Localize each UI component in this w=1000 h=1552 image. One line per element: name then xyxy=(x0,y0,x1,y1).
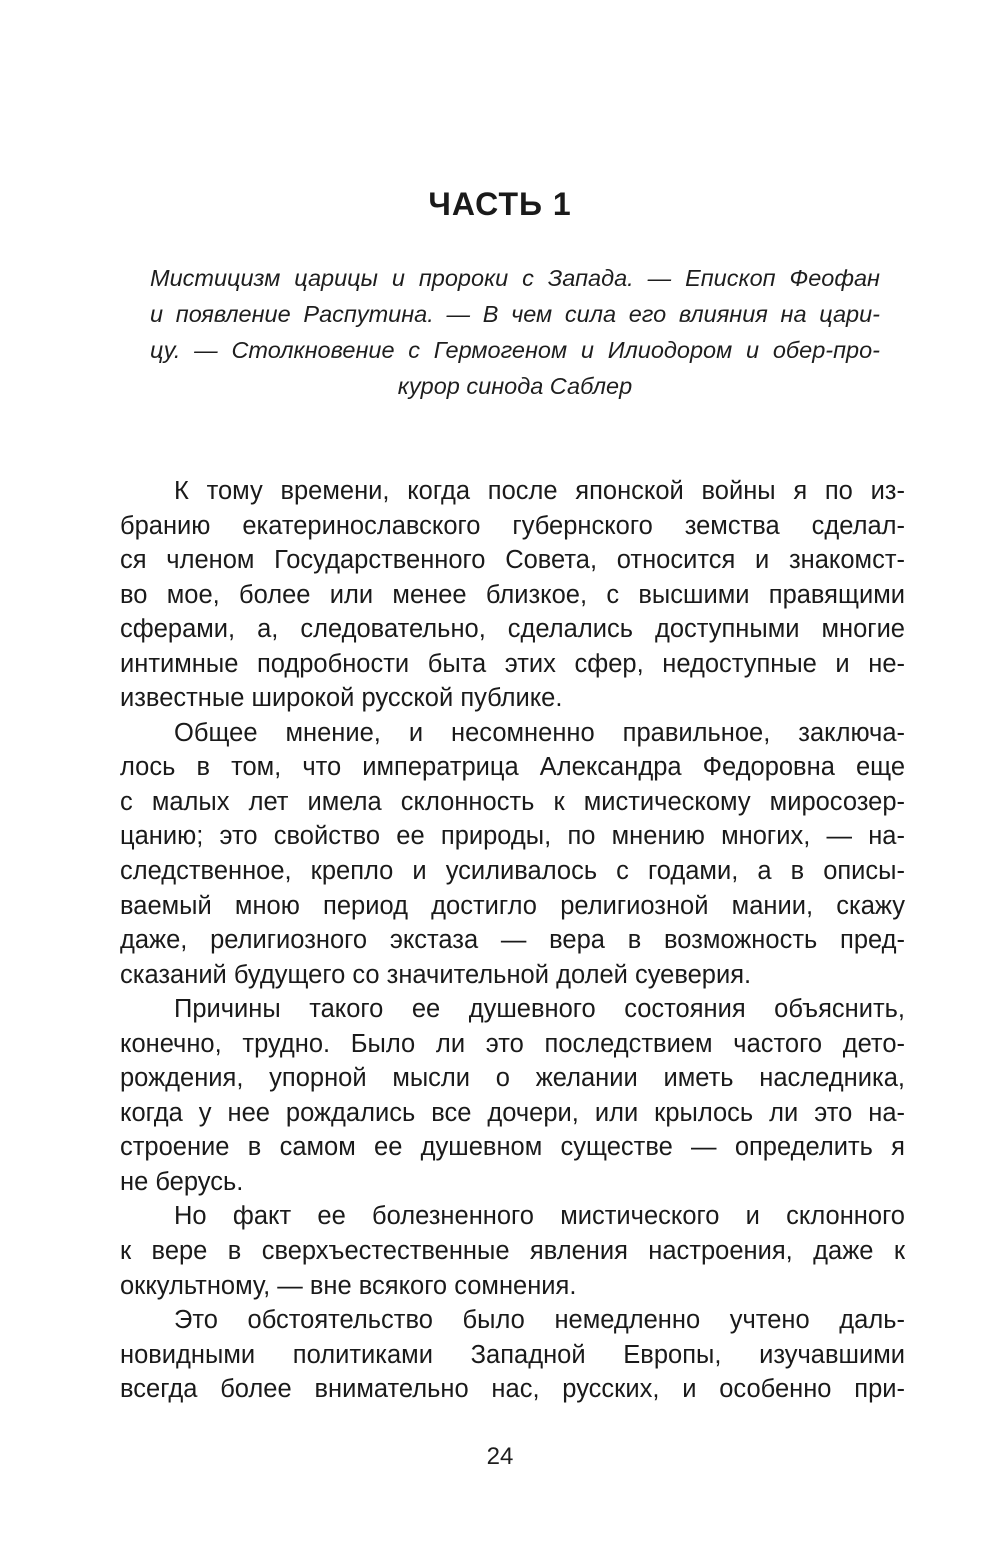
page-number: 24 xyxy=(486,1443,514,1470)
chapter-title: ЧАСТЬ 1 xyxy=(428,186,572,222)
text-line: интимные подробности быта этих сфер, недоступные и не- xyxy=(120,649,905,678)
chapter-summary xyxy=(150,260,880,404)
text-line: рождения, упорной мысли о желании иметь наследника, xyxy=(120,1064,905,1093)
text-line: когда у нее рождались все дочери, или крылось ли это на- xyxy=(120,1098,905,1127)
text-line: строение в самом ее душевном существе — определить я xyxy=(120,1133,905,1162)
text-line: оккультному, — вне всякого сомнения. xyxy=(120,1271,577,1300)
text-line: не берусь. xyxy=(120,1167,244,1196)
text-line: Причины такого ее душевного состояния объяснить, xyxy=(174,995,905,1024)
summary-line: курор синода Саблер xyxy=(397,373,633,399)
summary-line: Мистицизм царицы и пророки с Запада. — Епископ Феофан xyxy=(150,265,880,291)
text-line: лось в том, что императрица Александра Федоровна еще xyxy=(120,753,905,782)
text-line: Общее мнение, и несомненно правильное, заключа- xyxy=(174,718,905,747)
text-line: к вере в сверхъестественные явления настроения, даже к xyxy=(120,1237,905,1266)
text-line: К тому времени, когда после японской войны я по из- xyxy=(174,477,905,505)
text-line: бранию екатеринославского губернского земства сделал- xyxy=(120,511,905,540)
text-line: следственное, крепло и усиливалось с годами, а в описы- xyxy=(120,857,905,886)
text-line: сферами, а, следовательно, сделались доступными многие xyxy=(120,615,905,644)
text-line: Но факт ее болезненного мистического и склонного xyxy=(174,1202,905,1231)
text-line: ваемый мною период достигло религиозной мании, скажу xyxy=(120,891,905,920)
text-line: известные широкой русской публике. xyxy=(120,684,563,713)
text-line: конечно, трудно. Было ли это последствием частого дето- xyxy=(120,1029,905,1058)
text-line: всегда более внимательно нас, русских, и особенно при- xyxy=(120,1375,905,1404)
text-line: Это обстоятельство было немедленно учтено даль- xyxy=(174,1306,905,1335)
body-text xyxy=(120,474,905,1407)
text-line: во мое, более или менее близкое, с высшими правящими xyxy=(120,580,905,609)
text-line: новидными политиками Западной Европы, изучавшими xyxy=(120,1340,905,1369)
text-line: с малых лет имела склонность к мистическому миросозер- xyxy=(120,787,905,816)
text-line: цанию; это свойство ее природы, по мнению многих, — на- xyxy=(120,822,905,851)
summary-line: и появление Распутина. — В чем сила его влияния на цари- xyxy=(150,301,880,327)
text-line: даже, религиозного экстаза — вера в возможность пред- xyxy=(120,926,905,955)
text-line: сказаний будущего со значительной долей суеверия. xyxy=(120,960,752,989)
text-line: ся членом Государственного Совета, относится и знакомст- xyxy=(120,546,905,575)
summary-line: цу. — Столкновение с Гермогеном и Илиодором и обер-про- xyxy=(150,337,880,363)
